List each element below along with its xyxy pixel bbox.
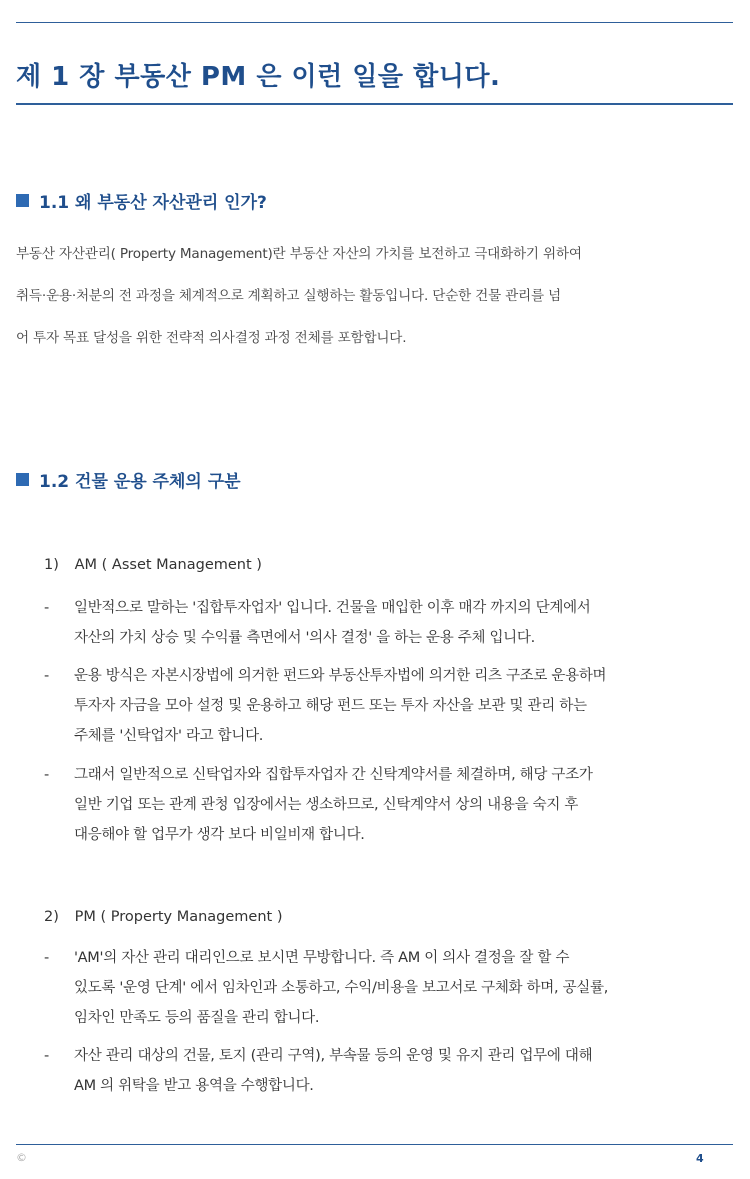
section-heading-1-2 — [16, 467, 241, 492]
bullet-dash: - — [44, 600, 49, 616]
subheading-am — [44, 557, 262, 573]
subheading-pm — [44, 909, 283, 925]
section-square-icon — [16, 473, 29, 486]
paragraph-line: 부동산 자산관리( Property Management)란 부동산 자산의 가치를 보전하고 극대화하기 위하여 — [16, 246, 582, 262]
subheading-label: PM ( Property Management ) — [74, 909, 283, 925]
bullet-dash: - — [44, 767, 49, 783]
bullet-line: 주체를 '신탁업자' 라고 합니다. — [74, 728, 264, 744]
top-rule — [16, 22, 733, 23]
list-number: 1) — [44, 557, 59, 573]
bullet-line: AM 의 위탁을 받고 용역을 수행합니다. — [74, 1078, 314, 1094]
bullet-line: 자산 관리 대상의 건물, 토지 (관리 구역), 부속물 등의 운영 및 유지 관리 업무에 대해 — [74, 1048, 593, 1064]
bullet-line: 자산의 가치 상승 및 수익률 측면에서 '의사 결정' 을 하는 운용 주체 입니다. — [74, 630, 535, 646]
footer-rule — [16, 1144, 733, 1145]
bullet-line: 그래서 일반적으로 신탁업자와 집합투자업자 간 신탁계약서를 체결하며, 해당 구조가 — [74, 767, 593, 783]
bullet-dash: - — [44, 950, 49, 966]
intro-paragraph — [16, 233, 733, 359]
subheading-label: AM ( Asset Management ) — [74, 557, 262, 573]
bullet-line: 운용 방식은 자본시장법에 의거한 펀드와 부동산투자법에 의거한 리츠 구조로 운용하며 — [74, 668, 607, 684]
bullet-item — [44, 1041, 734, 1101]
bullet-line: 임차인 만족도 등의 품질을 관리 합니다. — [74, 1010, 320, 1026]
bullet-line: 일반적으로 말하는 '집합투자업자' 입니다. 건물을 매입한 이후 매각 까지의 단계에서 — [74, 600, 591, 616]
bullet-item — [44, 593, 734, 653]
paragraph-line: 어 투자 목표 달성을 위한 전략적 의사결정 과정 전체를 포함합니다. — [16, 330, 407, 346]
bullet-line: 'AM'의 자산 관리 대리인으로 보시면 무방합니다. 즉 AM 이 의사 결정을 잘 할 수 — [74, 950, 570, 966]
section-title: 1.2 건물 운용 주체의 구분 — [39, 472, 241, 492]
bullet-item — [44, 760, 734, 850]
copyright-icon: © — [16, 1151, 27, 1164]
bullet-item — [44, 661, 734, 751]
bullet-dash: - — [44, 1048, 49, 1064]
bullet-line: 대응해야 할 업무가 생각 보다 비일비재 합니다. — [74, 827, 365, 843]
bullet-dash: - — [44, 668, 49, 684]
bullet-line: 일반 기업 또는 관계 관청 입장에서는 생소하므로, 신탁계약서 상의 내용을 숙지 후 — [74, 797, 579, 813]
list-number: 2) — [44, 909, 59, 925]
bullet-line: 투자자 자금을 모아 설정 및 운용하고 해당 펀드 또는 투자 자산을 보관 및 관리 하는 — [74, 698, 587, 714]
chapter-underline — [16, 103, 733, 105]
bullet-item — [44, 943, 734, 1033]
section-title: 1.1 왜 부동산 자산관리 인가? — [39, 193, 267, 213]
page-number: 4 — [696, 1152, 704, 1165]
paragraph-line: 취득·운용·처분의 전 과정을 체계적으로 계획하고 실행하는 활동입니다. 단순한 건물 관리를 넘 — [16, 288, 561, 304]
bullet-line: 있도록 '운영 단계' 에서 임차인과 소통하고, 수익/비용을 보고서로 구체화 하며, 공실률, — [74, 980, 609, 996]
chapter-title: 제 1 장 부동산 PM 은 이런 일을 합니다. — [16, 62, 501, 92]
section-square-icon — [16, 194, 29, 207]
section-heading-1-1 — [16, 188, 267, 213]
